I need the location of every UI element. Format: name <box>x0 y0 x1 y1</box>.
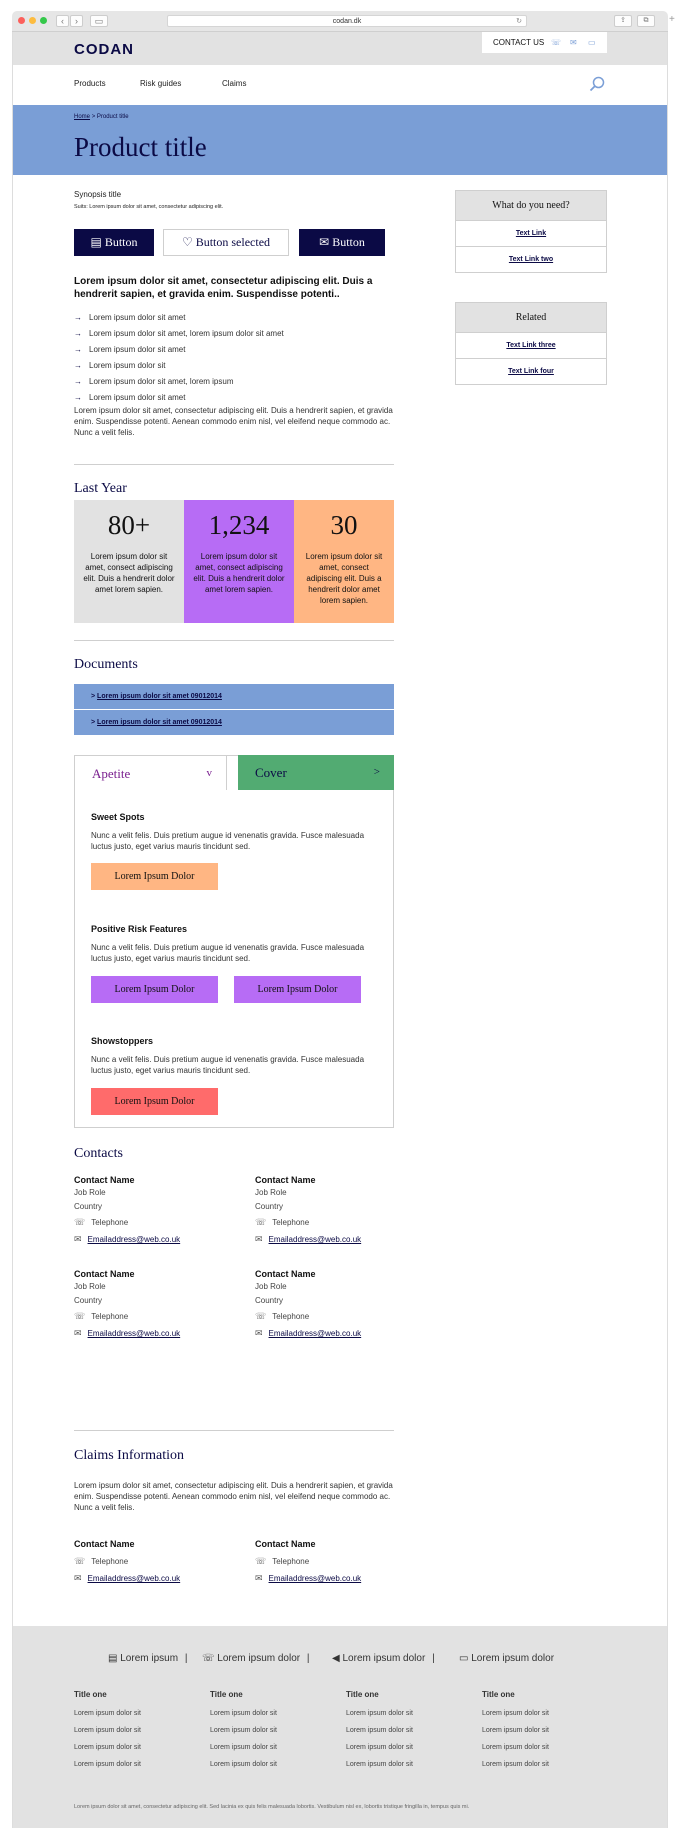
footer-column <box>210 1690 330 1773</box>
document-link[interactable]: > Lorem ipsum dolor sit amet 09012014 <box>74 684 394 709</box>
email-link[interactable]: Emailaddress@web.co.uk <box>87 1574 181 1583</box>
sweet-spots-section <box>91 812 381 852</box>
synopsis-suits: Suits: Lorem ipsum dolor sit amet, consectetur adipiscing elit. <box>74 204 224 210</box>
sweet-spot-tag[interactable]: Lorem Ipsum Dolor <box>91 863 218 890</box>
tab-apetite-label: Apetite <box>92 766 131 781</box>
related-box <box>455 302 607 385</box>
arrow-right-icon: → <box>74 393 82 402</box>
contact-email <box>255 1231 361 1248</box>
contact-phone: ☏ Telephone <box>255 1217 310 1227</box>
contact-email <box>74 1570 180 1587</box>
reload-icon[interactable]: ↻ <box>516 18 522 25</box>
stat-value: 1,234 <box>208 510 270 540</box>
contact-name: Contact Name <box>74 1269 135 1279</box>
heart-icon: ♡ <box>181 235 193 249</box>
footer-link[interactable]: Lorem ipsum dolor sit <box>210 1761 277 1768</box>
email-icon: ✉ <box>74 1573 82 1583</box>
contact-country: Country <box>74 1296 103 1305</box>
divider <box>74 640 394 641</box>
body-paragraph: Lorem ipsum dolor sit amet, consectetur adipiscing elit. Duis a hendrerit sapien, et gravida enim. Suspendisse potenti. Aenean commodo enim nisl, vel eleifend neque commodo ac. Nunc a velit felis. <box>74 406 393 437</box>
nav-products[interactable]: Products <box>74 79 106 88</box>
footer-link[interactable]: Lorem ipsum dolor sit <box>74 1710 141 1717</box>
footer-contact-item[interactable]: ▤ Lorem ipsum | <box>108 1653 188 1664</box>
web-page <box>12 32 668 1828</box>
footer-link[interactable]: Lorem ipsum dolor sit <box>210 1710 277 1717</box>
arrow-right-icon: → <box>74 377 82 386</box>
section-text: Nunc a velit felis. Duis pretium augue id venenatis gravida. Fusce malesuada luctus justo, eget varius mauris tincidunt sed. <box>91 943 365 963</box>
stat-card <box>184 500 294 623</box>
megaphone-icon: ◀ <box>332 1653 340 1664</box>
chevron-right-icon: > <box>373 766 380 778</box>
contact-email <box>74 1231 180 1248</box>
breadcrumb <box>74 114 129 120</box>
phone-icon: ☏ <box>255 1311 267 1321</box>
close-window-dot[interactable] <box>18 17 25 24</box>
contact-country: Country <box>255 1296 284 1305</box>
page-title: Product title <box>74 132 207 162</box>
contact-phone: ☏ Telephone <box>255 1556 310 1566</box>
doc-button-label: Button <box>104 235 138 249</box>
footer-link[interactable]: Lorem ipsum dolor sit <box>346 1761 413 1768</box>
share-icon[interactable]: ⇪ <box>614 15 632 27</box>
email-icon: ✉ <box>255 1328 263 1338</box>
address-bar[interactable] <box>167 15 527 27</box>
stat-description: Lorem ipsum dolor sit amet, consect adipiscing elit. Duis a hendrerit dolor amet lorem sapien. <box>83 552 175 594</box>
codan-logo[interactable]: CODAN <box>74 41 134 58</box>
contact-name: Contact Name <box>74 1539 135 1549</box>
contact-role: Job Role <box>74 1188 106 1197</box>
top-bar <box>13 32 668 65</box>
contact-email <box>255 1570 361 1587</box>
breadcrumb-separator: > <box>91 114 96 120</box>
main-navigation <box>13 65 668 105</box>
what-do-you-need-box <box>455 190 607 273</box>
email-link[interactable]: Emailaddress@web.co.uk <box>87 1235 181 1244</box>
tab-apetite[interactable] <box>74 755 227 790</box>
email-link[interactable]: Emailaddress@web.co.uk <box>268 1329 362 1338</box>
doc-button[interactable] <box>74 229 154 256</box>
contact-email <box>255 1325 361 1342</box>
footer-contact-item[interactable]: ☏ Lorem ipsum dolor | <box>202 1653 310 1664</box>
arrow-right-icon: → <box>74 313 82 322</box>
contact-role: Job Role <box>74 1282 106 1291</box>
contacts-heading: Contacts <box>74 1146 123 1161</box>
tab-cover[interactable] <box>238 755 394 790</box>
list-item: → Lorem ipsum dolor sit amet <box>74 393 186 402</box>
tab-cover-label: Cover <box>255 765 287 780</box>
list-item: → Lorem ipsum dolor sit amet <box>74 345 186 354</box>
email-icon: ✉ <box>255 1573 263 1583</box>
showstopper-tag[interactable]: Lorem Ipsum Dolor <box>91 1088 218 1115</box>
phone-icon[interactable]: ☏ <box>551 38 562 47</box>
footer-contact-item[interactable]: ◀ Lorem ipsum dolor | <box>332 1653 435 1664</box>
maximize-window-dot[interactable] <box>40 17 47 24</box>
contact-us-box <box>482 32 607 53</box>
claims-contact-card <box>255 1538 361 1587</box>
footer-column-title: Title one <box>482 1690 515 1699</box>
stat-description: Lorem ipsum dolor sit amet, consect adipiscing elit. Duis a hendrerit dolor amet lorem sapien. <box>305 552 383 605</box>
showstoppers-section <box>91 1036 381 1076</box>
sidebar-link[interactable]: Text Link three <box>456 332 606 358</box>
phone-icon: ☏ <box>74 1556 86 1566</box>
contact-name: Contact Name <box>74 1175 135 1185</box>
contact-card <box>74 1174 180 1248</box>
footer-link[interactable]: Lorem ipsum dolor sit <box>74 1744 141 1751</box>
claims-heading: Claims Information <box>74 1448 185 1463</box>
contact-card <box>74 1268 180 1342</box>
arrow-right-icon: → <box>74 361 82 370</box>
email-icon[interactable]: ✉ <box>570 38 577 47</box>
footer-link[interactable]: Lorem ipsum dolor sit <box>482 1761 549 1768</box>
divider <box>74 1430 394 1431</box>
last-year-heading: Last Year <box>74 481 127 496</box>
sidebar-link[interactable]: Text Link four <box>456 358 606 384</box>
footer <box>13 1626 668 1828</box>
phone-icon: ☏ <box>74 1311 86 1321</box>
positive-risk-tag[interactable]: Lorem Ipsum Dolor <box>91 976 218 1003</box>
phone-icon: ☏ <box>255 1556 267 1566</box>
section-text: Nunc a velit felis. Duis pretium augue id venenatis gravida. Fusce malesuada luctus justo, eget varius mauris tincidunt sed. <box>91 1055 365 1075</box>
email-link[interactable]: Emailaddress@web.co.uk <box>268 1574 362 1583</box>
section-text: Nunc a velit felis. Duis pretium augue id venenatis gravida. Fusce malesuada luctus justo, eget varius mauris tincidunt sed. <box>91 831 365 851</box>
contact-role: Job Role <box>255 1188 287 1197</box>
contact-card <box>255 1268 361 1342</box>
contact-phone: ☏ Telephone <box>255 1311 310 1321</box>
phone-icon: ☏ <box>74 1217 86 1227</box>
footer-link[interactable]: Lorem ipsum dolor sit <box>482 1727 549 1734</box>
footer-link[interactable]: Lorem ipsum dolor sit <box>346 1727 413 1734</box>
footer-link[interactable]: Lorem ipsum dolor sit <box>482 1710 549 1717</box>
email-link[interactable]: Emailaddress@web.co.uk <box>268 1235 362 1244</box>
arrow-right-icon: → <box>74 329 82 338</box>
sidebar-heading: Related <box>456 303 606 332</box>
contact-card <box>255 1174 361 1248</box>
section-heading: Showstoppers <box>91 1036 154 1046</box>
positive-risk-section <box>91 924 381 964</box>
chat-icon: ▭ <box>459 1653 469 1664</box>
url-text: codan.dk <box>332 18 362 25</box>
back-arrow-icon[interactable]: ‹ <box>56 15 69 27</box>
footer-link[interactable]: Lorem ipsum dolor sit <box>482 1744 549 1751</box>
chevron-down-icon: v <box>206 767 212 779</box>
nav-risk-guides[interactable]: Risk guides <box>140 79 182 88</box>
contact-us-link[interactable]: CONTACT US <box>493 38 545 47</box>
footer-column <box>74 1690 194 1773</box>
contact-name: Contact Name <box>255 1175 316 1185</box>
selected-button-label: Button selected <box>195 235 271 249</box>
forward-arrow-icon[interactable]: › <box>70 15 83 27</box>
list-item: → Lorem ipsum dolor sit <box>74 361 166 370</box>
footer-link[interactable]: Lorem ipsum dolor sit <box>346 1710 413 1717</box>
contact-country: Country <box>255 1202 284 1211</box>
arrow-right-icon: → <box>74 345 82 354</box>
page-hero <box>13 105 668 175</box>
mail-button[interactable] <box>299 229 385 256</box>
footer-contact-item[interactable]: ▭ Lorem ipsum dolor <box>459 1653 555 1664</box>
footer-link[interactable]: Lorem ipsum dolor sit <box>210 1727 277 1734</box>
search-icon[interactable] <box>589 76 605 92</box>
email-link[interactable]: Emailaddress@web.co.uk <box>87 1329 181 1338</box>
nav-claims[interactable]: Claims <box>222 79 247 88</box>
contact-country: Country <box>74 1202 103 1211</box>
stat-value: 30 <box>330 510 358 540</box>
stat-card <box>74 500 184 623</box>
positive-risk-tag[interactable]: Lorem Ipsum Dolor <box>234 976 361 1003</box>
tabs-icon[interactable]: ⧉ <box>637 15 655 27</box>
email-icon: ✉ <box>74 1328 82 1338</box>
divider <box>74 464 394 465</box>
document-icon: ▤ <box>108 1653 118 1664</box>
chat-icon[interactable]: ▭ <box>588 38 596 47</box>
sidebar-link[interactable]: Text Link two <box>456 246 606 272</box>
claims-contact-card <box>74 1538 180 1587</box>
phone-icon: ☏ <box>255 1217 267 1227</box>
footer-column <box>482 1690 602 1773</box>
contact-phone: ☏ Telephone <box>74 1556 129 1566</box>
sidebar-toggle-icon[interactable]: ▭ <box>90 15 108 27</box>
contact-phone: ☏ Telephone <box>74 1217 129 1227</box>
sidebar-heading: What do you need? <box>456 191 606 220</box>
documents-heading: Documents <box>74 657 138 672</box>
email-icon: ✉ <box>74 1234 82 1244</box>
contact-email <box>74 1325 180 1342</box>
contact-role: Job Role <box>255 1282 287 1291</box>
email-icon: ✉ <box>255 1234 263 1244</box>
footer-column <box>346 1690 466 1773</box>
footer-link[interactable]: Lorem ipsum dolor sit <box>346 1744 413 1751</box>
envelope-icon: ✉ <box>319 235 330 249</box>
synopsis-title: Synopsis title <box>74 190 122 199</box>
section-heading: Positive Risk Features <box>91 924 188 934</box>
list-item: → Lorem ipsum dolor sit amet, lorem ipsum <box>74 377 234 386</box>
footer-note: Lorem ipsum dolor sit amet, consectetur adipiscing elit. Sed lacinia ex quis felis malesuada lobortis. Vestibulum nisl ex, lobortis tristique fringilla in, tempus quis mi. <box>74 1804 470 1810</box>
new-tab-icon[interactable]: + <box>669 14 675 25</box>
lead-paragraph: Lorem ipsum dolor sit amet, consectetur adipiscing elit. Duis a hendrerit sapien, et gravida enim. Suspendisse potenti.. <box>74 276 373 300</box>
footer-link[interactable]: Lorem ipsum dolor sit <box>74 1727 141 1734</box>
claims-paragraph: Lorem ipsum dolor sit amet, consectetur adipiscing elit. Duis a hendrerit sapien, et gravida enim. Suspendisse potenti. Aenean commodo enim nisl, vel eleifend neque commodo ac. Nunc a velit felis. <box>74 1481 393 1512</box>
footer-link[interactable]: Lorem ipsum dolor sit <box>74 1761 141 1768</box>
stat-value: 80+ <box>107 510 151 540</box>
footer-column-title: Title one <box>210 1690 243 1699</box>
contact-phone: ☏ Telephone <box>74 1311 129 1321</box>
footer-column-title: Title one <box>74 1690 107 1699</box>
selected-button[interactable] <box>163 229 289 256</box>
phone-icon: ☏ <box>202 1653 215 1664</box>
list-item: → Lorem ipsum dolor sit amet <box>74 313 186 322</box>
document-link[interactable]: > Lorem ipsum dolor sit amet 09012014 <box>74 710 394 735</box>
feature-list <box>74 310 404 406</box>
stat-description: Lorem ipsum dolor sit amet, consect adipiscing elit. Duis a hendrerit dolor amet lorem sapien. <box>193 552 285 594</box>
sidebar-link[interactable]: Text Link <box>456 220 606 246</box>
section-heading: Sweet Spots <box>91 812 145 822</box>
mail-button-label: Button <box>332 235 365 249</box>
breadcrumb-current: Product title <box>96 114 129 120</box>
minimize-window-dot[interactable] <box>29 17 36 24</box>
footer-link[interactable]: Lorem ipsum dolor sit <box>210 1744 277 1751</box>
contact-name: Contact Name <box>255 1539 316 1549</box>
document-icon: ▤ <box>90 235 102 249</box>
breadcrumb-home[interactable]: Home <box>74 114 91 120</box>
list-item: → Lorem ipsum dolor sit amet, lorem ipsum dolor sit amet <box>74 329 284 338</box>
contact-name: Contact Name <box>255 1269 316 1279</box>
stat-card <box>294 500 394 623</box>
browser-toolbar <box>12 11 668 32</box>
footer-column-title: Title one <box>346 1690 379 1699</box>
